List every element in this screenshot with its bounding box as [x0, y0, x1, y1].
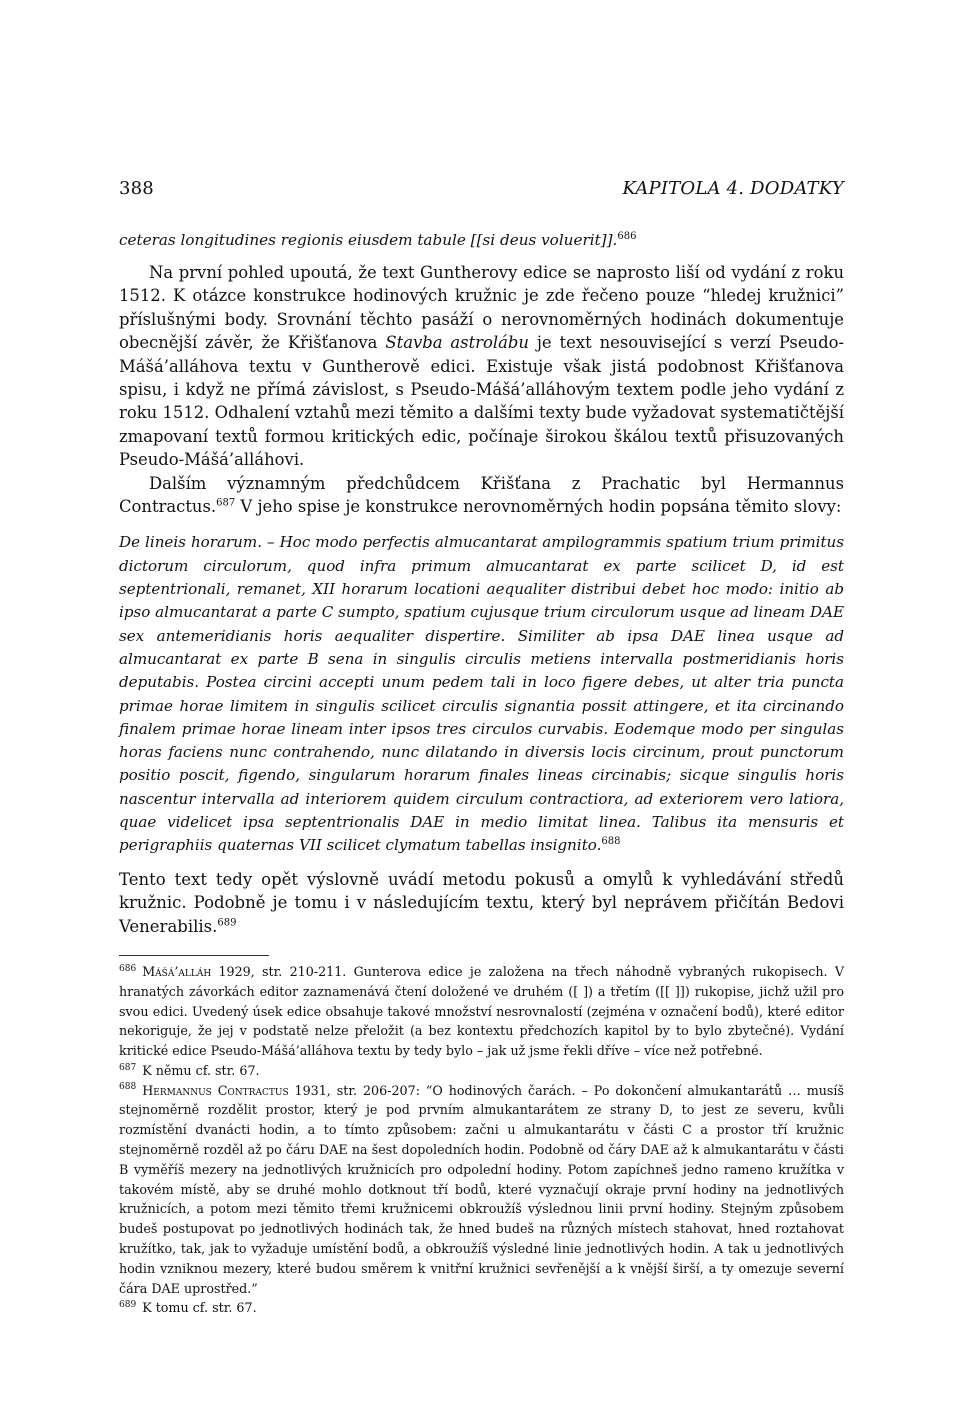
page-header — [119, 178, 844, 199]
footnote-689 — [119, 1298, 844, 1318]
book-page — [119, 178, 844, 1318]
work-title: Stavba astrolábu — [385, 333, 529, 353]
footnote-ref-687[interactable]: 687 — [216, 497, 236, 509]
footnote-number: 688 — [119, 1082, 137, 1093]
footnote-686 — [119, 962, 844, 1061]
footnote-author: Mášá’alláh — [142, 963, 212, 979]
paragraph-text-a: Dalším významným předchůdcem Křišťana z Prachatic byl Hermannus Contractus. — [119, 473, 844, 517]
footnote-author: Hermannus Contractus — [142, 1082, 289, 1098]
footnote-number: 686 — [119, 963, 137, 974]
paragraph-hermannus — [119, 472, 844, 519]
footnote-number: 687 — [119, 1062, 137, 1073]
footnote-ref-688[interactable]: 688 — [601, 836, 621, 848]
quote-continuation-text: ceteras longitudines regionis eiusdem tabule [[si deus voluerit]]. — [119, 231, 618, 249]
footnote-ref-686[interactable]: 686 — [617, 230, 637, 242]
footnote-number: 689 — [119, 1300, 137, 1311]
latin-quotation — [119, 531, 844, 857]
footnote-688 — [119, 1081, 844, 1299]
footnote-text: K tomu cf. str. 67. — [142, 1300, 257, 1316]
footnote-text: K němu cf. str. 67. — [142, 1062, 260, 1078]
paragraph-gunther-comparison — [119, 261, 844, 472]
page-number: 388 — [119, 178, 154, 199]
paragraph-text-b: V jeho spise je konstrukce nerovnoměrných hodin popsána těmito slovy: — [235, 497, 842, 517]
paragraph-text-a: Na první pohled upoutá, že text Guntherovy edice se naprosto liší od vydání z roku 1512. K otázce konstrukce hodinových kružnic je zde řečeno pouze “hledej kružnici” příslušnými body. Srovnání těchto pasáží o nerovnoměrných hodinách dokumentuje obecnější závěr, že Křišťanova — [119, 263, 844, 353]
paragraph-method — [119, 868, 844, 939]
running-title: KAPITOLA 4. DODATKY — [622, 178, 844, 199]
paragraph-text: Tento text tedy opět výslovně uvádí metodu pokusů a omylů k vyhledávání středů kružnic. Podobně je tomu i v následujícím textu, který byl neprávem přičítán Bedovi Venerabilis. — [119, 869, 844, 936]
footnote-ref-689[interactable]: 689 — [217, 917, 237, 929]
latin-quotation-text: De lineis horarum. – Hoc modo perfectis almucantarat ampilogrammis spatium trium primitus dictorum circulorum, quod infra primum almucantarat ex parte scilicet D, id est septentrionali, remanet, XII horarum locationi aequaliter distribui debet hoc modo: initio ab ipso almucantarat a parte C sumpto, spatium cujusque trium circulorum usque ad lineam DAE sex antemeridianis horis aequaliter dispertire. Similiter ab ipsa DAE linea usque ad almucantarat ex parte B sena in singulis circulis metiens intervalla postmeridianis horis deputabis. Postea circini accepti unum pedem tali in loco figere debes, ut alter tria puncta primae horae limitem in singulis scilicet circulis signantia possit attingere, et ita circinando finalem primae horae lineam inter ipsos tres circulos curvabis. Eodemque modo per singulas horas faciens nunc contrahendo, nunc dilatando in diversis locis circinum, prout punctorum positio poscit, figendo, singularum horarum finales lineas circinabis; sicque singulis horis nascentur intervalla ad interiorem quidem circulum contractiora, ad exteriorem vero latiora, quae videlicet ipsa septentrionalis DAE in medio limitat linea. Talibus ita mensuris et perigraphiis quaternas VII scilicet clymatum tabellas insignito. — [119, 533, 844, 855]
footnote-divider — [119, 955, 269, 956]
footnote-text: 1931, str. 206-207: “O hodinových čarách. – Po dokončení almukantarátů … musíš stejnoměrně rozdělit prostor, který je pod prvním almukantarátem ze strany D, to jest ze severu, kvůli rozmístění dvanácti hodin, a to tímto způsobem: začni u almukantarátu v části C a prostor tří kružnic stejnoměrně rozděl až po čáru DAE na šest dopoledních hodin. Podobně od čáry DAE až k almukantarátu v části B vyměříš mezery na jednotlivých kružnicích pro odpolední hodiny. Potom zapíchneš jedno rameno kružítka v takovém místě, aby se druhé mohlo dotknout tří bodů, které vyznačují okraje první hodiny na jednotlivých kružnicích, a potom mezi těmito třemi kružnicemi obkroužíš výslednou linii první hodiny. Stejným způsobem budeš postupovat po jednotlivých hodinách tak, že hned budeš na různých místech stahovat, hned roztahovat kružítko, tak, jak to vyžaduje umístění bodů, a obkroužíš výsledné linie jednotlivých hodin. A tak u jednotlivých hodin vzniknou mezery, které budou směrem k vnitřní kružnici sevřenější a k vnější širší, a ty omezuje severní čára DAE uprostřed.” — [119, 1082, 844, 1296]
quote-continuation — [119, 229, 844, 251]
paragraph-text-b: je text nesouvisející s verzí Pseudo-Mášá’alláhova textu v Guntherově edici. Existuje však jistá podobnost Křišťanova spisu, i když ne přímá závislost, s Pseudo-Mášá’alláhovým textem podle jeho vydání z roku 1512. Odhalení vztahů mezi těmito a dalšími texty bude vyžadovat systematičtější zmapovaní textů formou kritických edic, počínaje širokou škálou textů přisuzovaných Pseudo-Mášá’alláhovi. — [119, 333, 844, 470]
footnote-text: 1929, str. 210-211. Gunterova edice je založena na třech náhodně vybraných rukopisech. V hranatých závorkách editor zaznamenává čtení doložené ve druhém ([ ]) a třetím ([[ ]]) rukopise, jichž užil pro svou edici. Uvedený úsek edice obsahuje takové množství nesrovnalostí (zejména v označení bodů), které editor nekoriguje, že jej v podstatě nelze přeložit (a bez kontextu předchozích kapitol by to bylo zbytečné). Vydání kritické edice Pseudo-Mášá’alláhova textu by tedy bylo – jak už jsme řekli dříve – více než potřebné. — [119, 963, 844, 1059]
footnote-687 — [119, 1061, 844, 1081]
